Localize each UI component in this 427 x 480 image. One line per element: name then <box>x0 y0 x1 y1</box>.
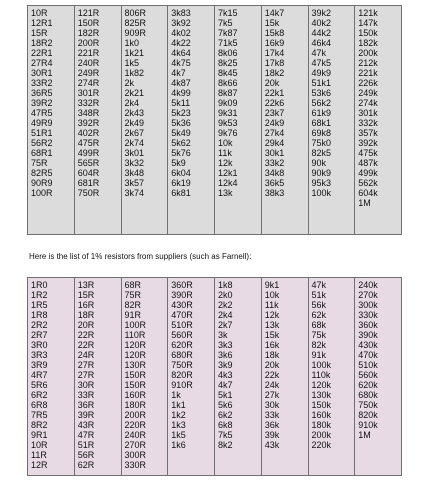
table-cell: 3k83 3k92 4k02 4k22 4k64 4k75 4k7 4k87 4k99 5k11 5k23 5k36 5k49 5k62 5k76 5k9 6k04 6k19 6k81 <box>168 6 215 235</box>
table-cell: 806R 825R 909R 1k0 1k21 1k5 1k82 2k 2k21 2k4 2k43 2k49 2k67 2k74 3k01 3k32 3k48 3k57 3k74 <box>121 6 168 235</box>
supplier-resistor-table <box>27 277 402 476</box>
table-cell: 10R 12R1 15R 18R2 22R1 27R4 30R1 33R2 36R5 39R2 47R5 49R9 51R1 56R2 68R1 75R 82R5 90R9 100R <box>28 6 75 235</box>
table-cell: 360R 390R 430R 470R 510R 560R 620R 680R 750R 820R 910R 1k 1k1 1k2 1k3 1k5 1k6 <box>168 278 215 476</box>
table-cell: 47k 51k 56k 62k 68k 75k 82k 91k 100k 110k 120k 130k 150k 160k 180k 200k 220k <box>308 278 355 476</box>
table-cell: 240k 270k 300k 330k 360k 390k 430k 470k 510k 560k 620k 680k 750k 820k 910k 1M <box>355 278 402 476</box>
table-cell: 7k15 7k5 7k87 71k5 8k06 8k25 8k45 8k66 8k87 9k09 9k31 9k53 9k76 10k 11k 12k 12k1 12k4 13k <box>215 6 262 235</box>
table-row <box>28 278 402 476</box>
table-row <box>28 6 402 235</box>
table-cell: 121k 147k 150k 182k 200k 212k 221k 226k 249k 274k 301k 332k 357k 392k 475k 487k 499k 562k 604k 1M <box>355 6 402 235</box>
table-cell: 9k1 10k 11k 12k 13k 15k 16k 18k 20k 22k 24k 27k 30k 33k 36k 39k 43k <box>261 278 308 476</box>
table-cell: 1R0 1R2 1R5 1R8 2R2 2R7 3R0 3R3 3R9 4R7 5R6 6R2 6R8 7R5 8R2 9R1 10R 11R 12R <box>28 278 75 476</box>
table-cell: 39k2 40k2 44k2 46k4 47k 47k5 49k9 51k1 53k6 56k2 61k9 68k1 69k8 75k0 82k5 90k 90k9 95k3 100k <box>308 6 355 235</box>
table-cell: 121R 150R 182R 200R 221R 240R 249R 274R 301R 332R 348R 392R 402R 475R 499R 565R 604R 681R 750R <box>74 6 121 235</box>
table-cell: 1k8 2k0 2k2 2k4 2k7 3k 3k3 3k6 3k9 4k3 4k7 5k1 5k6 6k2 6k8 7k5 8k2 <box>215 278 262 476</box>
resistor-series-table <box>27 5 402 235</box>
table-cell: 14k7 15k 15k8 16k9 17k4 17k8 18k2 20k 22k1 22k6 23k7 24k9 27k4 29k4 30k1 33k2 34k8 36k5 38k3 <box>261 6 308 235</box>
table-cell: 68R 75R 82R 91R 100R 110R 120R 120R 130R 150R 150R 160R 180R 200R 220R 240R 270R 300R 330R <box>121 278 168 476</box>
table-cell: 13R 15R 16R 18R 20R 22R 22R 24R 27R 27R 30R 33R 36R 39R 43R 47R 51R 56R 62R <box>74 278 121 476</box>
supplier-list-caption: Here is the list of 1% resistors from suppliers (such as Farnell): <box>29 252 252 261</box>
